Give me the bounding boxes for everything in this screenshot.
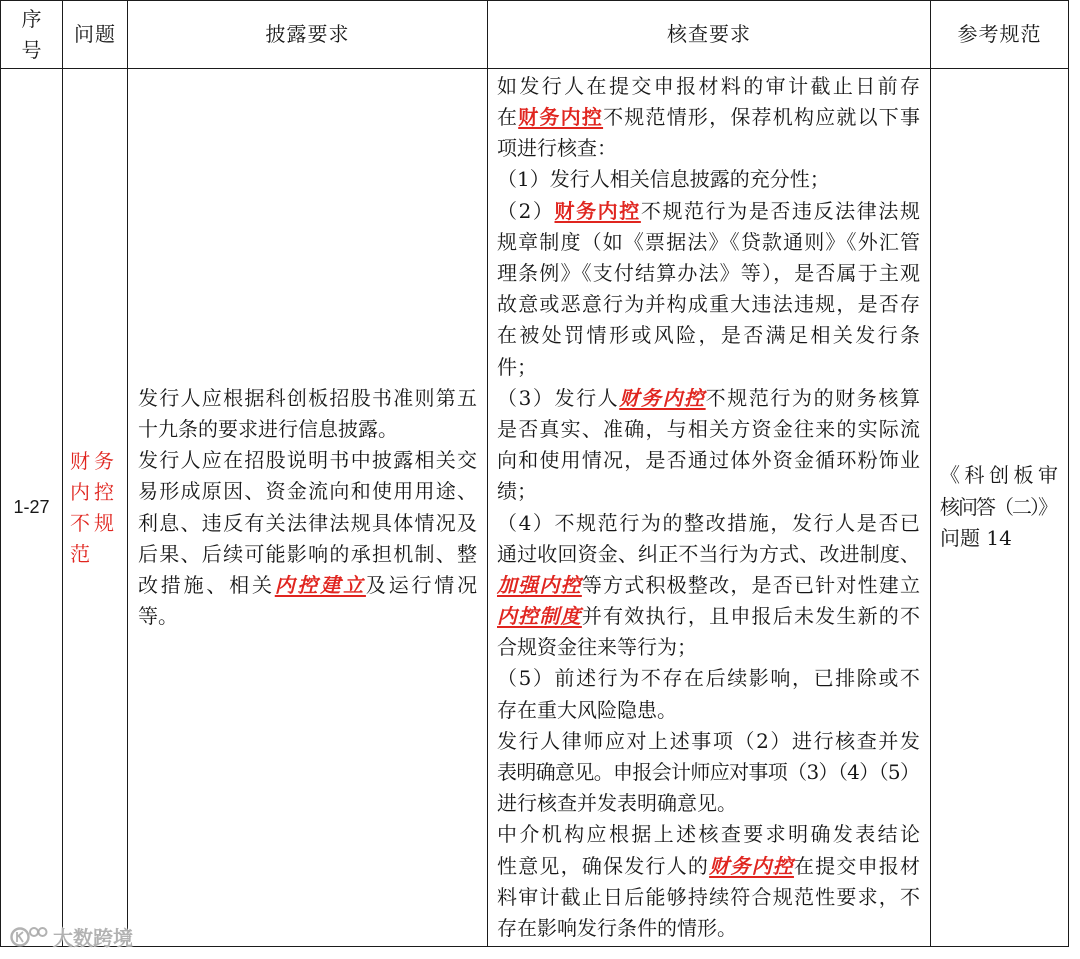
text-run: 故意或恶意行为并构成重大违法违规，是否存 xyxy=(497,292,922,317)
text-run: 等方式积极整改，是否已针对性建立 xyxy=(581,572,922,597)
text-run: 料审计截止日后能够持续符合规范性要求，不 xyxy=(497,884,922,909)
verification-line xyxy=(497,882,920,913)
reference-line xyxy=(940,460,1063,492)
header-seq-cell xyxy=(1,1,63,69)
verification-line xyxy=(497,663,920,694)
verification-line xyxy=(497,196,920,227)
verification-line xyxy=(497,632,920,663)
text-run: 发行人应根据科创板招股书准则第五 xyxy=(138,385,479,410)
text-run: 并有效执行，且申报后未发生新的不 xyxy=(581,604,922,629)
text-run: （3）发行人 xyxy=(497,385,620,410)
verification-line xyxy=(497,695,920,726)
text-run: 不规范行为是否违反法律法规 xyxy=(640,198,922,223)
issue-title: 财务内控不规范 xyxy=(70,448,118,566)
text-run: 改措施、相关 xyxy=(138,572,275,597)
verification-paragraph xyxy=(497,663,920,725)
verification-line xyxy=(497,851,920,882)
header-reference-label: 参考规范 xyxy=(957,22,1042,46)
verification-paragraph xyxy=(497,164,920,195)
seq-cell xyxy=(1,69,63,947)
verification-line xyxy=(497,258,920,289)
text-run: 合规资金往来等行为； xyxy=(497,635,697,660)
verification-line xyxy=(497,539,920,570)
disclosure-line xyxy=(138,601,477,632)
text-run: 存在重大风险隐患。 xyxy=(497,697,677,722)
text-run: 利息、违反有关法律法规具体情况及 xyxy=(138,510,479,535)
text-run: 理条例》《支付结算办法》等），是否属于主观 xyxy=(497,261,922,285)
text-run: 不规范行为的财务核算 xyxy=(705,385,922,410)
text-run: 是否真实、准确，与相关方资金往来的实际流 xyxy=(497,416,922,441)
text-run: 如发行人在提交申报材料的审计截止日前存 xyxy=(497,73,923,98)
verification-paragraph xyxy=(497,819,923,944)
verification-line xyxy=(497,788,920,819)
key-term: 财务内控 xyxy=(554,198,641,223)
verification-line xyxy=(497,601,920,632)
text-run: 不规范情形，保荐机构应就以下事 xyxy=(603,105,922,130)
verification-line xyxy=(497,757,920,788)
text-run: 及运行情况 xyxy=(365,572,480,597)
text-run: 核问答（二）》 xyxy=(940,494,1056,519)
verification-line xyxy=(497,445,920,476)
verification-line xyxy=(497,320,923,351)
text-run: 在被处罚情形或风险，是否满足相关发行条 xyxy=(497,323,923,348)
verification-paragraph xyxy=(497,71,923,165)
disclosure-line xyxy=(138,539,477,570)
reference-paragraph xyxy=(940,460,1063,555)
text-run: 《科创板审 xyxy=(940,463,1063,488)
disclosure-line xyxy=(138,570,480,601)
verification-paragraph xyxy=(497,383,920,508)
disclosure-line xyxy=(138,414,477,445)
text-run: （1）发行人相关信息披露的充分性； xyxy=(497,167,830,192)
text-run: 等。 xyxy=(138,604,178,629)
header-disclosure-label: 披露要求 xyxy=(265,22,350,46)
key-term: 加强内控 xyxy=(497,572,582,597)
verification-line xyxy=(497,71,923,102)
header-disclosure-cell xyxy=(128,1,488,69)
header-verification-label: 核查要求 xyxy=(667,22,751,46)
header-issue-cell xyxy=(63,1,128,69)
header-verification-cell xyxy=(488,1,931,69)
verification-line xyxy=(497,913,920,944)
watermark-text: 大数跨境 xyxy=(53,925,133,950)
text-run: （4）不规范行为的整改措施，发行人是否已 xyxy=(497,510,922,535)
text-run: 绩； xyxy=(497,479,537,504)
issue-cell xyxy=(63,69,128,947)
verification-line xyxy=(497,508,920,539)
verification-line xyxy=(497,352,920,383)
text-run: （2） xyxy=(497,198,555,223)
text-run: 问题 14 xyxy=(940,526,1012,551)
text-run: 在提交申报材 xyxy=(793,853,922,878)
text-run: 易形成原因、资金流向和使用用途、 xyxy=(138,479,479,504)
text-run: 性意见，确保发行人的 xyxy=(497,853,710,878)
text-run: 进行核查并发表明确意见。 xyxy=(497,791,737,816)
verification-line xyxy=(497,414,920,445)
disclosure-line xyxy=(138,445,477,476)
disclosure-line xyxy=(138,508,477,539)
disclosure-cell xyxy=(128,69,488,947)
text-run: 表明确意见。申报会计师应对事项（3）（4）（5） xyxy=(497,760,920,784)
brand-logo-icon xyxy=(9,923,49,949)
key-term: 内控制度 xyxy=(497,604,582,629)
reference-line xyxy=(940,492,1058,524)
verification-line xyxy=(497,726,920,757)
disclosure-paragraph xyxy=(138,445,480,632)
verification-line xyxy=(497,289,920,320)
disclosure-line xyxy=(138,383,477,414)
text-run: （5）前述行为不存在后续影响，已排除或不 xyxy=(497,666,922,691)
reference-cell xyxy=(931,69,1069,947)
header-issue-label: 问题 xyxy=(74,22,116,46)
text-run: 项进行核查： xyxy=(497,136,617,161)
seq-number: 1-27 xyxy=(13,497,50,517)
verification-line xyxy=(497,164,920,195)
text-run: 中介机构应根据上述核查要求明确发表结论 xyxy=(497,822,923,847)
text-run: 向和使用情况，是否通过体外资金循环粉饰业 xyxy=(497,448,922,473)
text-run: 件； xyxy=(497,354,537,379)
text-run: 发行人应在招股说明书中披露相关交 xyxy=(138,448,479,473)
header-seq-label: 序号 xyxy=(21,6,42,62)
verification-paragraph xyxy=(497,196,923,383)
text-run: 存在影响发行条件的情形。 xyxy=(497,915,737,940)
watermark xyxy=(9,923,133,949)
header-reference-cell xyxy=(931,1,1069,69)
key-term: 财务内控 xyxy=(619,385,706,410)
verification-line xyxy=(497,819,923,850)
verification-line xyxy=(497,102,920,133)
key-term: 内控建立 xyxy=(274,572,366,597)
disclosure-paragraph xyxy=(138,383,477,445)
verification-cell xyxy=(488,69,931,947)
verification-line xyxy=(497,383,920,414)
key-term: 财务内控 xyxy=(709,853,794,878)
verification-paragraph xyxy=(497,508,920,664)
text-run: 规章制度（如《票据法》《贷款通则》《外汇管 xyxy=(497,229,922,254)
key-term: 财务内控 xyxy=(518,105,604,130)
verification-line xyxy=(497,227,920,258)
text-run: 十九条的要求进行信息披露。 xyxy=(138,416,398,441)
reference-line xyxy=(940,523,1058,555)
verification-line xyxy=(497,476,920,507)
text-run: 后果、后续可能影响的承担机制、整 xyxy=(138,541,479,566)
verification-line xyxy=(497,133,920,164)
verification-paragraph xyxy=(497,726,920,820)
verification-line xyxy=(497,570,920,601)
text-run: 发行人律师应对上述事项（2）进行核查并发 xyxy=(497,728,922,753)
text-run: 通过收回资金、纠正不当行为方式、改进制度、 xyxy=(497,541,921,566)
disclosure-line xyxy=(138,476,477,507)
text-run: 在 xyxy=(497,105,519,130)
